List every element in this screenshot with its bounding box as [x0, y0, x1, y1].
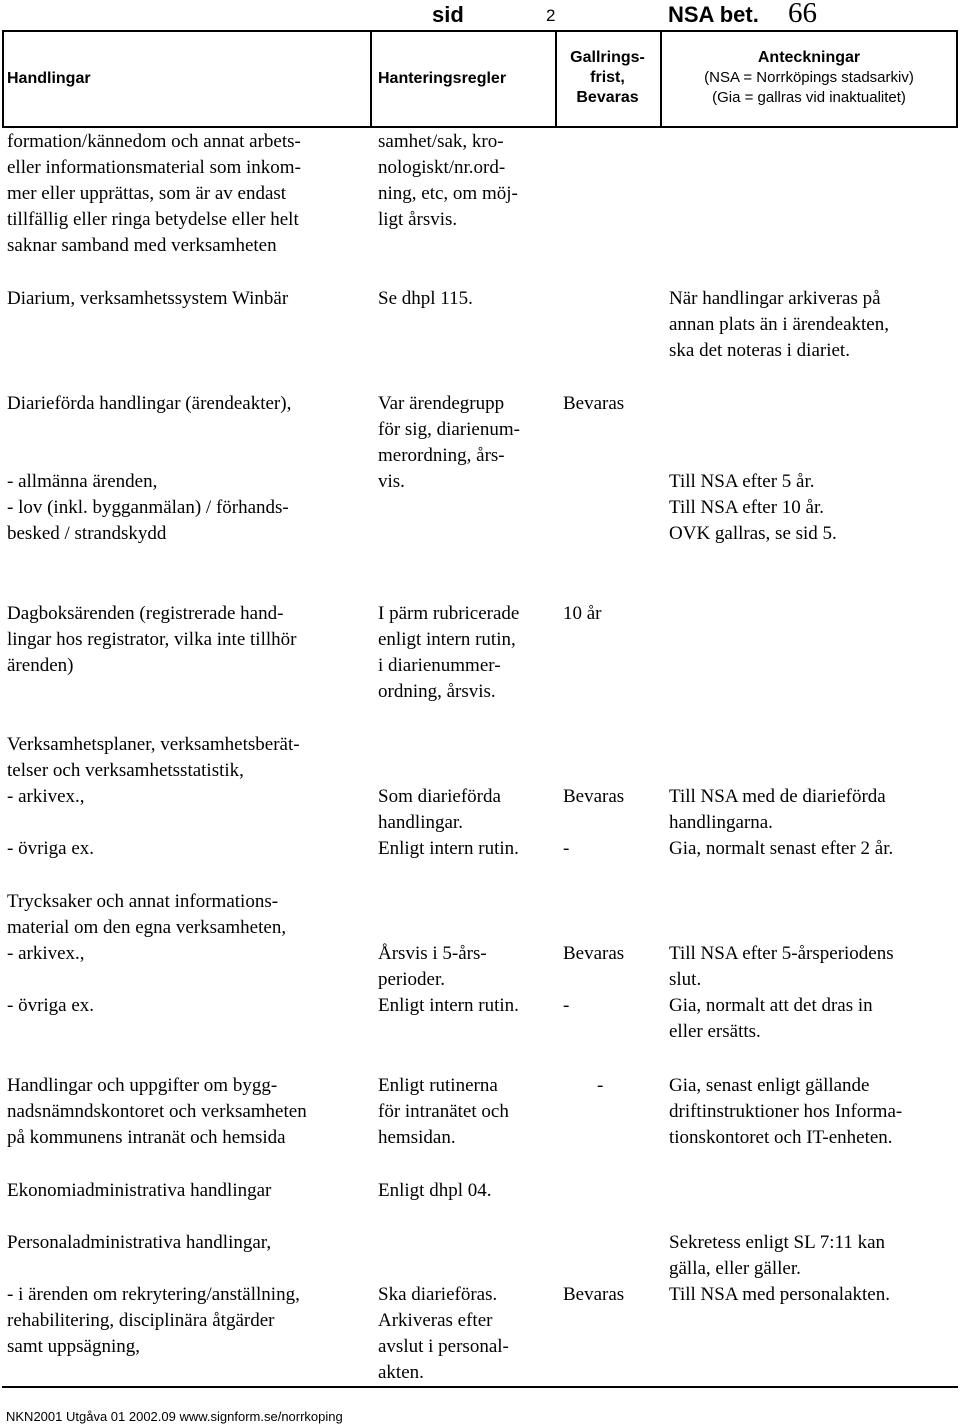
row-handling: Trycksaker och annat informations- material om den egna verksamheten, - arkivex., - övriga ex. [7, 891, 287, 1016]
row-hanteringsregel: Ska diarieföras. Arkiveras efter avslut i personal- akten. [378, 1284, 509, 1383]
header-top-rule [2, 30, 958, 32]
row-gallringsfrist: Bevaras [563, 393, 625, 414]
row-hanteringsregel: Som diarieförda handlingar. Enligt intern rutin. [378, 786, 519, 859]
row-hanteringsregel: I pärm rubricerade enligt intern rutin, i diarienummer- ordning, årsvis. [378, 603, 520, 702]
row-handling: Diarieförda handlingar (ärendeakter), - allmänna ärenden, - lov (inkl. bygganmälan) / förhands- besked / strandskydd [7, 393, 292, 544]
header-gia-note: (Gia = gallras vid inaktualitet) [712, 89, 906, 106]
row-handling: Handlingar och uppgifter om bygg- nadsnämndskontoret och verksamheten på kommunens intranät och hemsida [7, 1075, 307, 1148]
row-hanteringsregel: samhet/sak, kro- nologiskt/nr.ord- ning, etc, om möj- ligt årsvis. [378, 131, 518, 230]
row-hanteringsregel: Årsvis i 5-års- perioder. Enligt intern rutin. [378, 943, 519, 1016]
row-gallringsfrist: 10 år [563, 603, 602, 624]
row-handling: Ekonomiadministrativa handlingar [7, 1180, 272, 1201]
row-gallringsfrist: - [597, 1075, 604, 1096]
row-handling: Verksamhetsplaner, verksamhetsberät- telser och verksamhetsstatistik, - arkivex., - övriga ex. [7, 734, 300, 859]
row-anteckning: Till NSA efter 5-årsperiodens slut. Gia, normalt att det dras in eller ersätts. [669, 943, 894, 1042]
row-anteckning: Sekretess enligt SL 7:11 kan gälla, eller gäller. Till NSA med personalakten. [669, 1232, 890, 1305]
nsa-number: 66 [788, 0, 817, 29]
row-anteckning: Till NSA med de diarieförda handlingarna. Gia, normalt senast efter 2 år. [669, 786, 894, 859]
row-anteckning: När handlingar arkiveras på annan plats än i ärendeakten, ska det noteras i diariet. [669, 288, 889, 361]
nsa-label: NSA bet. [668, 2, 759, 27]
row-gallringsfrist: Bevaras - [563, 943, 625, 1016]
row-anteckning: Gia, senast enligt gällande driftinstruktioner hos Informa- tionskontoret och IT-enheten. [669, 1075, 903, 1148]
row-gallringsfrist: Bevaras - [563, 786, 625, 859]
row-gallringsfrist: Bevaras [563, 1284, 625, 1305]
header-divider [370, 30, 372, 128]
header-hanteringsregler: Hanteringsregler [378, 70, 507, 87]
header-bottom-rule [2, 126, 958, 128]
row-hanteringsregel: Enligt rutinerna för intranätet och hemsidan. [378, 1075, 509, 1148]
sid-number: 2 [546, 6, 556, 25]
row-hanteringsregel: Enligt dhpl 04. [378, 1180, 492, 1201]
sid-label: sid [432, 2, 464, 27]
row-anteckning: Till NSA efter 5 år. Till NSA efter 10 år. OVK gallras, se sid 5. [669, 471, 837, 544]
row-handling: formation/kännedom och annat arbets- eller informationsmaterial som inkom- mer eller upprättas, som är av endast tillfällig eller ringa betydelse eller helt saknar samband med verksamheten [7, 131, 301, 256]
table-bottom-rule [2, 1386, 958, 1388]
row-handling: Diarium, verksamhetssystem Winbär [7, 288, 289, 309]
header-divider [2, 30, 4, 128]
row-hanteringsregel: Se dhpl 115. [378, 288, 473, 309]
header-gallringsfrist: Gallrings- frist, Bevaras [570, 49, 645, 106]
header-divider [956, 30, 958, 128]
header-anteckningar: Anteckningar [757, 49, 861, 66]
row-handling: Personaladministrativa handlingar, - i ärenden om rekrytering/anställning, rehabilitering, disciplinära åtgärder samt uppsägning, [7, 1232, 300, 1357]
header-nsa-note: (NSA = Norrköpings stadsarkiv) [704, 69, 914, 86]
header-handlingar: Handlingar [7, 70, 91, 87]
row-handling: Dagboksärenden (registrerade hand- lingar hos registrator, vilka inte tillhör ärenden) [7, 603, 297, 676]
page-footer: NKN2001 Utgåva 01 2002.09 www.signform.se/norrkoping [6, 1409, 343, 1424]
row-hanteringsregel: Var ärendegrupp för sig, diarienum- merordning, års- vis. [378, 393, 520, 492]
